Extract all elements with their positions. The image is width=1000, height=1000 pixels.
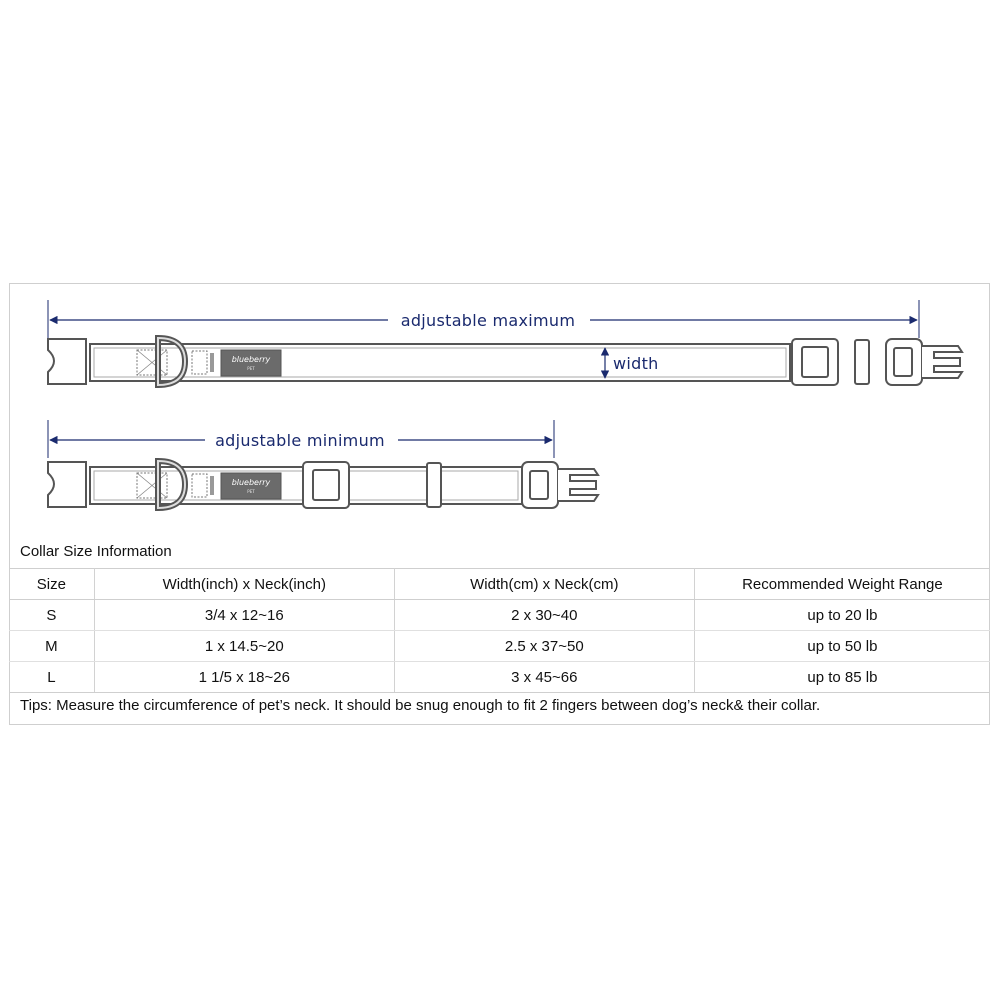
cell-cm: 2 x 30~40 (394, 600, 694, 631)
size-info-section (9, 535, 990, 725)
keeper-loop (855, 340, 869, 384)
cell-size: L (9, 662, 94, 693)
cell-size: M (9, 631, 94, 662)
cell-cm: 2.5 x 37~50 (394, 631, 694, 662)
header-weight-range: Recommended Weight Range (694, 569, 990, 600)
svg-text:PET: PET (247, 366, 255, 371)
table-row (9, 631, 990, 662)
keeper-loop-min (427, 463, 441, 507)
svg-text:PET: PET (247, 489, 255, 494)
svg-text:blueberry: blueberry (231, 355, 271, 364)
table-header-row (9, 569, 990, 600)
male-buckle-min (522, 462, 598, 508)
collar-strap (90, 344, 790, 381)
cell-inch: 1 x 14.5~20 (94, 631, 394, 662)
collar-minimum (48, 420, 598, 508)
table-row (9, 600, 990, 631)
size-info-title: Collar Size Information (20, 543, 172, 560)
collar-maximum (48, 300, 962, 385)
brand-logo-min (221, 473, 281, 499)
max-label: adjustable maximum (400, 311, 576, 330)
female-buckle (48, 339, 86, 384)
cell-inch: 3/4 x 12~16 (94, 600, 394, 631)
cell-weight: up to 85 lb (694, 662, 990, 693)
svg-text:blueberry: blueberry (231, 478, 271, 487)
min-label: adjustable minimum (215, 431, 385, 450)
header-width-inch: Width(inch) x Neck(inch) (94, 569, 394, 600)
cell-weight: up to 50 lb (694, 631, 990, 662)
cell-inch: 1 1/5 x 18~26 (94, 662, 394, 693)
header-size: Size (9, 569, 94, 600)
cell-weight: up to 20 lb (694, 600, 990, 631)
female-buckle-min (48, 462, 86, 507)
cell-size: S (9, 600, 94, 631)
header-width-cm: Width(cm) x Neck(cm) (394, 569, 694, 600)
table-row (9, 662, 990, 693)
brand-logo (221, 350, 281, 376)
cell-cm: 3 x 45~66 (394, 662, 694, 693)
tips-text: Tips: Measure the circumference of pet’s neck. It should be snug enough to fit 2 fingers between dog’s neck& their collar. (20, 697, 821, 714)
width-label: width (613, 354, 659, 373)
size-table (9, 568, 990, 693)
male-buckle (886, 339, 962, 385)
